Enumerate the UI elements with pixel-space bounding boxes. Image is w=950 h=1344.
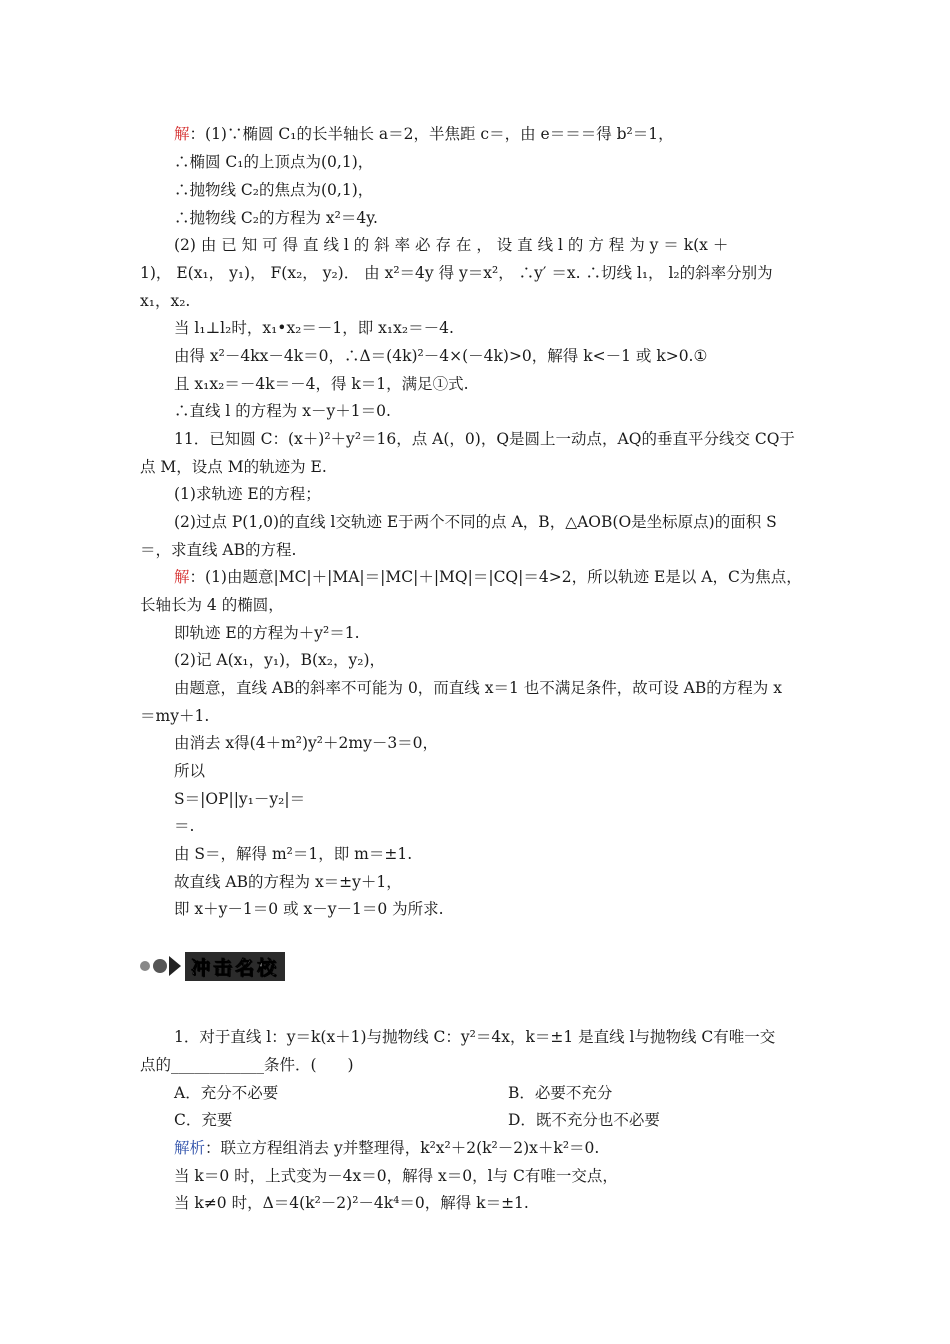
- analysis-line: 解析：联立方程组消去 y并整理得，k²x²＋2(k²－2)x＋k²＝0.: [174, 1139, 600, 1157]
- text-line: (2)记 A(x₁，y₁)，B(x₂，y₂)，: [174, 651, 386, 669]
- dot-icon: [140, 961, 150, 971]
- text-line: 点的____________条件．( ): [140, 1056, 354, 1074]
- text-line: ＝my＋1.: [140, 707, 210, 725]
- problem-1-line: 1．对于直线 l：y＝k(x＋1)与抛物线 C：y²＝4x，k＝±1 是直线 l与抛物线 C有唯一交: [174, 1028, 776, 1046]
- choice-d: D．既不充分也不必要: [508, 1111, 660, 1129]
- text-line: 故直线 AB的方程为 x＝±y＋1，: [174, 873, 402, 891]
- solution-label: 解: [174, 125, 190, 143]
- text-line: x₁，x₂.: [140, 292, 191, 310]
- solution-label: 解: [174, 568, 190, 586]
- text-line: 由题意，直线 AB的斜率不可能为 0，而直线 x＝1 也不满足条件，故可设 AB的方程为 x: [174, 679, 782, 697]
- section-banner-title: 冲击名校: [185, 952, 285, 981]
- solution-10-part1-line: 解：(1)∵椭圆 C₁的长半轴长 a＝2，半焦距 c＝，由 e＝＝＝得 b²＝1，: [174, 125, 674, 143]
- solution-11-line: 解：(1)由题意|MC|＋|MA|＝|MC|＋|MQ|＝|CQ|＝4>2，所以轨迹 E是以 A，C为焦点，: [174, 568, 802, 586]
- text-line: (2)过点 P(1,0)的直线 l交轨迹 E于两个不同的点 A，B，△AOB(O是坐标原点)的面积 S: [174, 513, 777, 531]
- text-line: (1)求轨迹 E的方程；: [174, 485, 321, 503]
- section-banner: [140, 952, 285, 980]
- text-line: 且 x₁x₂＝－4k＝－4，得 k＝1，满足①式.: [174, 375, 469, 393]
- text-line: ∴抛物线 C₂的焦点为(0,1)，: [174, 181, 374, 199]
- text-line: 由 S＝，解得 m²＝1，即 m＝±1.: [174, 845, 413, 863]
- text-line: 当 k≠0 时，Δ＝4(k²－2)²－4k⁴＝0，解得 k＝±1.: [174, 1194, 529, 1212]
- text-line: ∴直线 l 的方程为 x－y＋1＝0.: [174, 402, 391, 420]
- text-line: 所以: [174, 762, 206, 780]
- text-line: ＝，求直线 AB的方程.: [140, 541, 297, 559]
- analysis-label: 解析: [174, 1139, 206, 1157]
- problem-11-line: 11．已知圆 C：(x＋)²＋y²＝16，点 A(，0)，Q是圆上一动点，AQ的垂直平分线交 CQ于: [174, 430, 795, 448]
- text-line: ∴椭圆 C₁的上顶点为(0,1)，: [174, 153, 374, 171]
- dot-icon: [153, 959, 167, 973]
- text-line: 由消去 x得(4＋m²)y²＋2my－3＝0，: [174, 734, 439, 752]
- text-line: S＝|OP||y₁－y₂|＝: [174, 790, 306, 808]
- choice-b: B．必要不充分: [508, 1084, 613, 1102]
- text-line: ∴抛物线 C₂的方程为 x²＝4y.: [174, 209, 378, 227]
- text-line: 即 x＋y－1＝0 或 x－y－1＝0 为所求.: [174, 900, 444, 918]
- text-line: 长轴长为 4 的椭圆，: [140, 596, 284, 614]
- text-line: (2) 由 已 知 可 得 直 线 l 的 斜 率 必 存 在 ， 设 直 线 l 的 方 程 为 y ＝ k(x ＋: [174, 236, 729, 254]
- text-line: 1)， E(x₁， y₁)， F(x₂， y₂)． 由 x²＝4y 得 y＝x²， ∴y′ ＝x. ∴切线 l₁， l₂的斜率分别为: [140, 264, 773, 282]
- text-line: 当 k＝0 时，上式变为－4x＝0，解得 x＝0，l与 C有唯一交点，: [174, 1167, 618, 1185]
- text-line: 即轨迹 E的方程为＋y²＝1.: [174, 624, 360, 642]
- choice-a: A．充分不必要: [174, 1084, 279, 1102]
- choice-c: C．充要: [174, 1111, 233, 1129]
- arrow-right-icon: [169, 956, 181, 976]
- text-line: 由得 x²－4kx－4k＝0，∴Δ＝(4k)²－4×(－4k)>0，解得 k<－1 或 k>0.①: [174, 347, 708, 365]
- text-line: 当 l₁⊥l₂时，x₁•x₂＝－1，即 x₁x₂＝－4.: [174, 319, 454, 337]
- text-line: 点 M，设点 M的轨迹为 E.: [140, 458, 327, 476]
- text-line: ＝.: [174, 817, 195, 835]
